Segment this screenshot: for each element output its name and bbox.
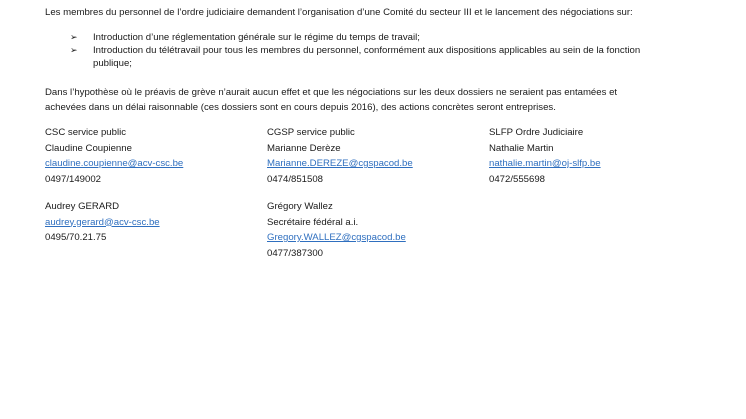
contact-org: SLFP Ordre Judiciaire [489,127,584,138]
contact-email-link[interactable]: nathalie.martin@oj-slfp.be [489,158,601,169]
contact-name: Marianne Derèze [267,142,341,154]
contact-phone: 0474/851508 [267,173,324,185]
bullet-text: Introduction d’une réglementation générale sur le régime du temps de travail; [93,32,420,43]
contact-name: Audrey GERARD [45,201,120,212]
contact-block [267,125,413,187]
bullet-text: Introduction du télétravail pour tous les membres du personnel, conformément aux dispositions applicables au sein de la fonction [93,45,641,56]
contact-phone: 0497/149002 [45,173,102,185]
contact-phone: 0495/70.21.75 [45,232,107,243]
contact-phone: 0477/387300 [267,247,324,259]
contact-name: Grégory Wallez [267,201,333,212]
contact-org: CSC service public [45,127,127,138]
arrow-bullet-icon: ➢ [70,45,78,55]
contact-block [489,125,601,187]
contact-org: CGSP service public [267,127,355,138]
contact-block [45,199,160,246]
contact-name: Nathalie Martin [489,142,554,154]
contact-email-link[interactable]: audrey.gerard@acv-csc.be [45,216,160,228]
intro-text: Les membres du personnel de l’ordre judiciaire demandent l’organisation d’une Comité du secteur III et le lancement des négociations sur: [45,7,633,18]
contact-name: Claudine Coupienne [45,142,132,154]
contact-phone: 0472/555698 [489,173,546,185]
contact-email-link[interactable]: claudine.coupienne@acv-csc.be [45,158,184,169]
bullet-text-continuation: publique; [93,58,132,69]
contact-title: Secrétaire fédéral a.i. [267,216,359,228]
contact-email-link[interactable]: Gregory.WALLEZ@cgspacod.be [267,232,406,243]
contact-block [267,199,406,261]
paragraph-line-1: Dans l’hypothèse où le préavis de grève n’aurait aucun effet et que les négociations sur les deux dossiers ne seraient pas entamées et [45,87,618,98]
arrow-bullet-icon: ➢ [70,32,78,42]
paragraph-line-2: achevées dans un délai raisonnable (ces dossiers sont en cours depuis 2016), des actions concrètes seront entreprises. [45,102,556,113]
contact-email-link[interactable]: Marianne.DEREZE@cgspacod.be [267,158,413,169]
contact-block [45,125,183,187]
